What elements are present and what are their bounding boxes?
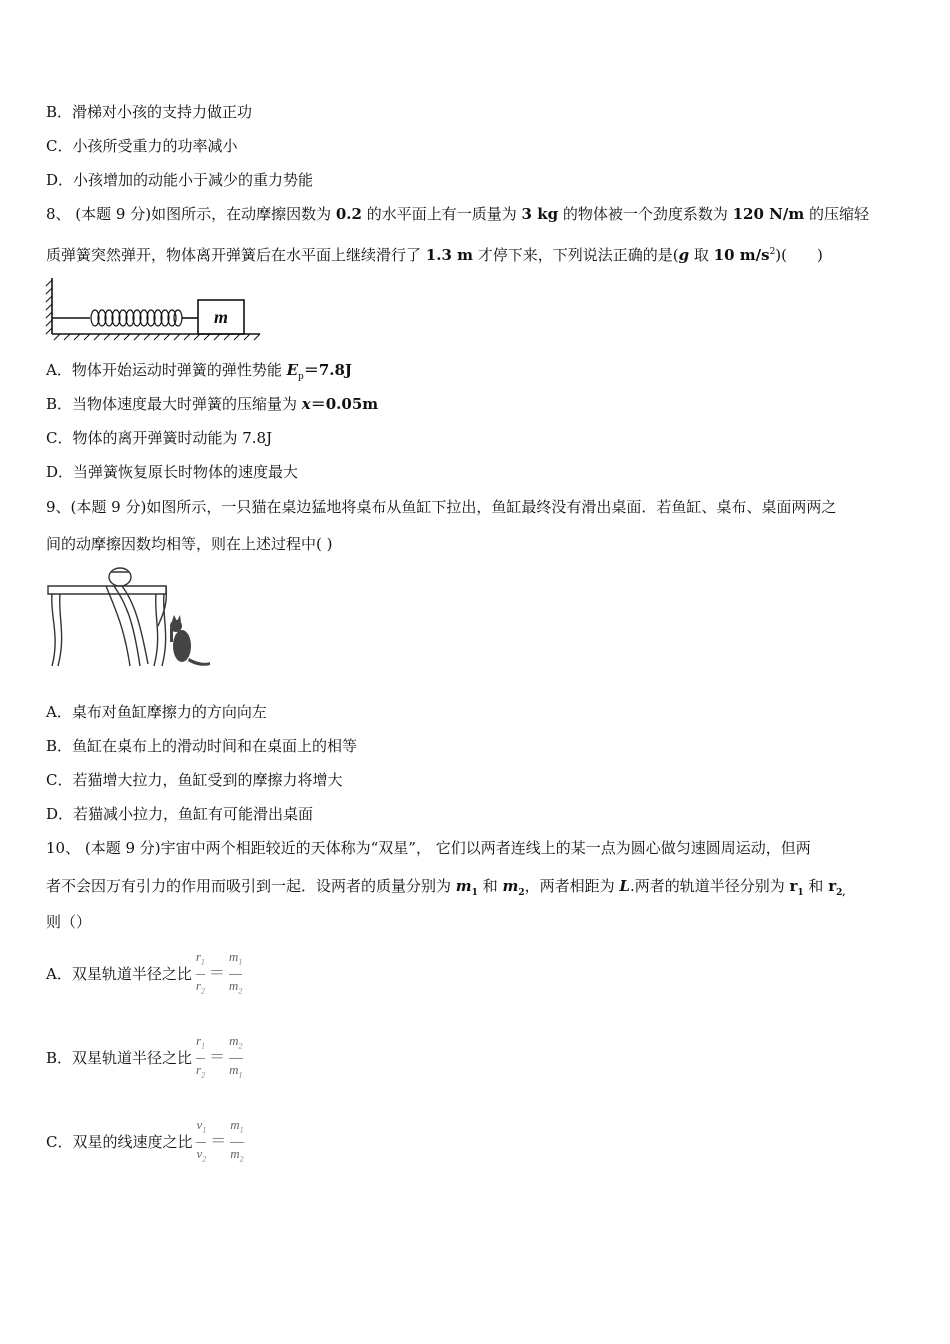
q9-option-d: D．若猫减小拉力，鱼缸有可能滑出桌面 <box>46 805 314 823</box>
q9-stem-line1: 9、(本题 9 分)如图所示，一只猫在桌边猛地将桌布从鱼缸下拉出，鱼缸最终没有滑出桌面．若鱼缸、桌布、桌面两两之 <box>46 498 837 516</box>
q8-stem-line1: 8、 (本题 9 分)如图所示，在动摩擦因数为 0.2 的水平面上有一质量为 3 kg 的物体被一个劲度系数为 120 N/m 的压缩轻 <box>46 205 870 223</box>
q10-option-a: A．双星轨道半径之比 $\frac{r_1}{r_2}$ ＝ $\frac{m_1}{m_2}$ <box>46 949 243 996</box>
q8-stem-line2: 质弹簧突然弹开，物体离开弹簧后在水平面上继续滑行了 1.3 m 才停下来，下列说法正确的是(g 取 10 $m/s^2$)( ) <box>46 246 823 264</box>
q8-option-c: C．物体的离开弹簧时动能为 7.8J <box>46 429 273 447</box>
spring-block-figure <box>44 274 266 346</box>
block-mass-label: m <box>213 307 229 327</box>
q10-option-c: C．双星的线速度之比 $\frac{v_1}{v_2}$ ＝ $\frac{m_1}{m_2}$ <box>46 1117 244 1164</box>
q9-option-b: B．鱼缸在桌布上的滑动时间和在桌面上的相等 <box>46 737 358 755</box>
q9-stem-line2: 间的动摩擦因数均相等，则在上述过程中( ) <box>46 535 333 553</box>
q8-option-a: A．物体开始运动时弹簧的弹性势能 $E_p=7.8J$ <box>46 361 353 382</box>
q8-option-d: D．当弹簧恢复原长时物体的速度最大 <box>46 463 299 481</box>
cat-table-figure <box>44 566 214 672</box>
q10-stem-line3: 则（） <box>46 913 92 931</box>
q7-option-c: C．小孩所受重力的功率减小 <box>46 137 238 155</box>
q7-option-d: D．小孩增加的动能小于减少的重力势能 <box>46 171 314 189</box>
q8-option-b: B．当物体速度最大时弹簧的压缩量为 x＝0.05m <box>46 395 379 413</box>
q7-option-b: B．滑梯对小孩的支持力做正功 <box>46 103 253 121</box>
q10-stem-line2: 者不会因万有引力的作用而吸引到一起．设两者的质量分别为 $m_1$ 和 $m_2$，两者相距为 L.两者的轨道半径分别为 $r_1$ 和 $r_{2,}$ <box>46 877 846 898</box>
q10-stem-line1: 10、 (本题 9 分)宇宙中两个相距较近的天体称为“双星”， 它们以两者连线上的某一点为圆心做匀速圆周运动，但两 <box>46 839 811 857</box>
q9-option-c: C．若猫增大拉力，鱼缸受到的摩擦力将增大 <box>46 771 343 789</box>
q9-option-a: A．桌布对鱼缸摩擦力的方向向左 <box>46 703 267 721</box>
q10-option-b: B．双星轨道半径之比 $\frac{r_1}{r_2}$ ＝ $\frac{m_2}{m_1}$ <box>46 1033 243 1080</box>
